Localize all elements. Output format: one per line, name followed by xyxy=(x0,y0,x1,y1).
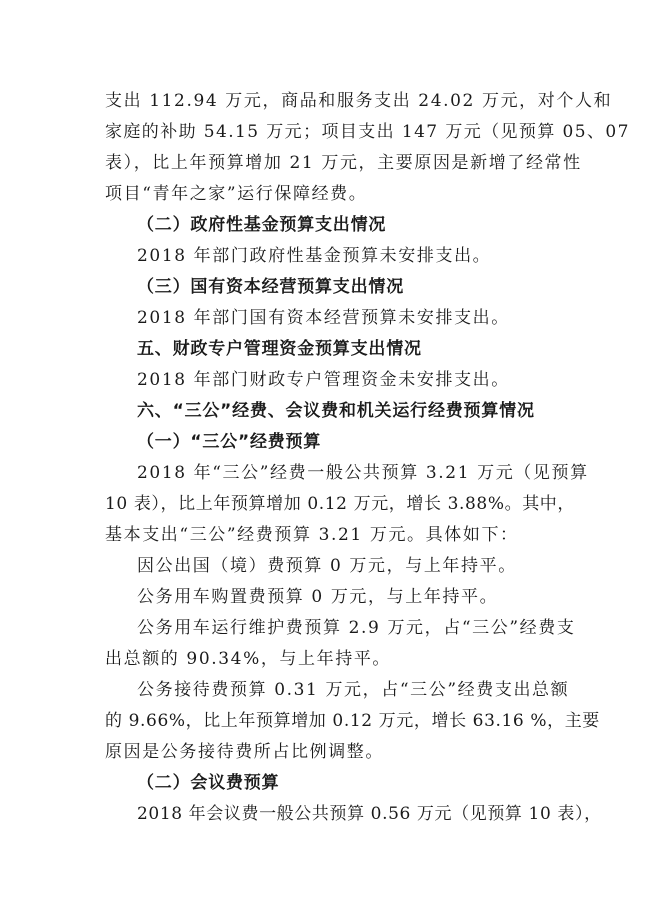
section-heading-three-public: 六、“三公”经费、会议费和机关运行经费预算情况 xyxy=(137,401,535,421)
body-text-line: 因公出国（境）费预算 0 万元，与上年持平。 xyxy=(137,556,517,576)
body-text-line: 表），比上年预算增加 21 万元，主要原因是新增了经常性 xyxy=(105,153,582,173)
section-heading-state-capital: （三）国有资本经营预算支出情况 xyxy=(137,277,404,297)
body-text-line: 公务接待费预算 0.31 万元，占“三公”经费支出总额 xyxy=(137,680,570,700)
body-text-line: 2018 年部门政府性基金预算未安排支出。 xyxy=(137,246,492,266)
body-text-line: 的 9.66%，比上年预算增加 0.12 万元，增长 63.16 %，主要 xyxy=(105,711,600,731)
body-text-line: 出总额的 90.34%，与上年持平。 xyxy=(105,649,392,669)
body-text-line: 项目“青年之家”运行保障经费。 xyxy=(105,184,368,204)
body-text-line: 10 表），比上年预算增加 0.12 万元，增长 3.88%。其中， xyxy=(105,494,576,514)
body-text-line: 原因是公务接待费所占比例调整。 xyxy=(105,742,384,762)
body-text-line: 2018 年部门财政专户管理资金未安排支出。 xyxy=(137,370,510,390)
body-text-line: 支出 112.94 万元，商品和服务支出 24.02 万元，对个人和 xyxy=(105,91,613,111)
subsection-heading-meeting-fee: （二）会议费预算 xyxy=(137,773,280,793)
body-text-line: 公务用车购置费预算 0 万元，与上年持平。 xyxy=(137,587,499,607)
section-heading-fiscal-account: 五、财政专户管理资金预算支出情况 xyxy=(137,339,422,359)
subsection-heading-three-public-budget: （一）“三公”经费预算 xyxy=(137,432,322,452)
body-text-line: 公务用车运行维护费预算 2.9 万元，占“三公”经费支 xyxy=(137,618,576,638)
section-heading-government-fund: （二）政府性基金预算支出情况 xyxy=(137,215,387,235)
body-text-line: 家庭的补助 54.15 万元；项目支出 147 万元（见预算 05、07 xyxy=(105,122,630,142)
body-text-line: 2018 年“三公”经费一般公共预算 3.21 万元（见预算 xyxy=(137,463,589,483)
body-text-line: 2018 年会议费一般公共预算 0.56 万元（见预算 10 表）， xyxy=(137,804,602,824)
body-text-line: 基本支出“三公”经费预算 3.21 万元。具体如下： xyxy=(105,525,519,545)
body-text-line: 2018 年部门国有资本经营预算未安排支出。 xyxy=(137,308,510,328)
